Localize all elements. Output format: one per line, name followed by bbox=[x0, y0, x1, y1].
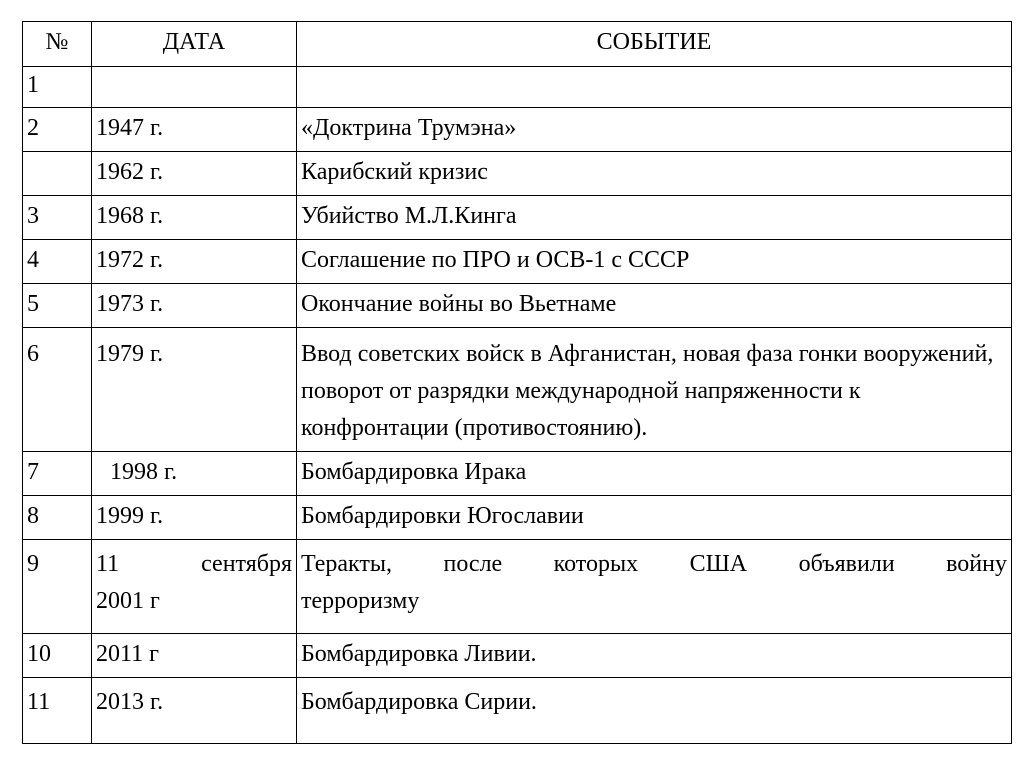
table-row bbox=[23, 67, 1012, 108]
cell-event bbox=[297, 67, 1012, 108]
cell-num: 3 bbox=[23, 196, 92, 240]
cell-num: 6 bbox=[23, 328, 92, 452]
cell-date: 2011 г bbox=[92, 634, 297, 678]
cell-num bbox=[23, 152, 92, 196]
table-row bbox=[23, 678, 1012, 744]
cell-event: Бомбардировка Ливии. bbox=[297, 634, 1012, 678]
header-date: ДАТА bbox=[92, 22, 297, 67]
cell-event: Бомбардировка Ирака bbox=[297, 452, 1012, 496]
table-header-row bbox=[23, 22, 1012, 67]
cell-num: 11 bbox=[23, 678, 92, 744]
cell-date: 1972 г. bbox=[92, 240, 297, 284]
table-row bbox=[23, 196, 1012, 240]
cell-num: 4 bbox=[23, 240, 92, 284]
table-row bbox=[23, 240, 1012, 284]
cell-event: Убийство М.Л.Кинга bbox=[297, 196, 1012, 240]
table-row bbox=[23, 540, 1012, 634]
cell-date: 2013 г. bbox=[92, 678, 297, 744]
cell-event bbox=[297, 540, 1012, 634]
cell-date: 1973 г. bbox=[92, 284, 297, 328]
cell-date: 1947 г. bbox=[92, 108, 297, 152]
header-event: СОБЫТИЕ bbox=[297, 22, 1012, 67]
events-table bbox=[22, 21, 1012, 744]
cell-date: 1968 г. bbox=[92, 196, 297, 240]
table-row bbox=[23, 328, 1012, 452]
cell-num: 7 bbox=[23, 452, 92, 496]
cell-event: Ввод советских войск в Афганистан, новая фаза гонки вооружений, поворот от разрядки международной напряженности к конфронтации (противостоянию). bbox=[297, 328, 1012, 452]
cell-num: 1 bbox=[23, 67, 92, 108]
cell-date bbox=[92, 67, 297, 108]
cell-event: Карибский кризис bbox=[297, 152, 1012, 196]
cell-event: Бомбардировки Югославии bbox=[297, 496, 1012, 540]
table-row bbox=[23, 452, 1012, 496]
cell-date-line: 11 сентября bbox=[96, 551, 292, 577]
cell-num: 10 bbox=[23, 634, 92, 678]
table-row bbox=[23, 634, 1012, 678]
cell-event: Бомбардировка Сирии. bbox=[297, 678, 1012, 744]
cell-event: Окончание войны во Вьетнаме bbox=[297, 284, 1012, 328]
table-row bbox=[23, 496, 1012, 540]
cell-num: 5 bbox=[23, 284, 92, 328]
cell-date bbox=[92, 540, 297, 634]
cell-num: 8 bbox=[23, 496, 92, 540]
table-row bbox=[23, 108, 1012, 152]
cell-date: 1999 г. bbox=[92, 496, 297, 540]
cell-num: 2 bbox=[23, 108, 92, 152]
table-row bbox=[23, 152, 1012, 196]
cell-event-line: Теракты, после которых США объявили войну bbox=[301, 551, 1007, 577]
table-row bbox=[23, 284, 1012, 328]
cell-num: 9 bbox=[23, 540, 92, 634]
cell-date: 1998 г. bbox=[92, 452, 297, 496]
cell-date: 1962 г. bbox=[92, 152, 297, 196]
header-num: № bbox=[23, 22, 92, 67]
cell-event: «Доктрина Трумэна» bbox=[297, 108, 1012, 152]
cell-date-line: 2001 г bbox=[96, 588, 160, 614]
cell-event: Соглашение по ПРО и ОСВ-1 с СССР bbox=[297, 240, 1012, 284]
cell-date: 1979 г. bbox=[92, 328, 297, 452]
cell-event-line: терроризму bbox=[301, 588, 420, 614]
